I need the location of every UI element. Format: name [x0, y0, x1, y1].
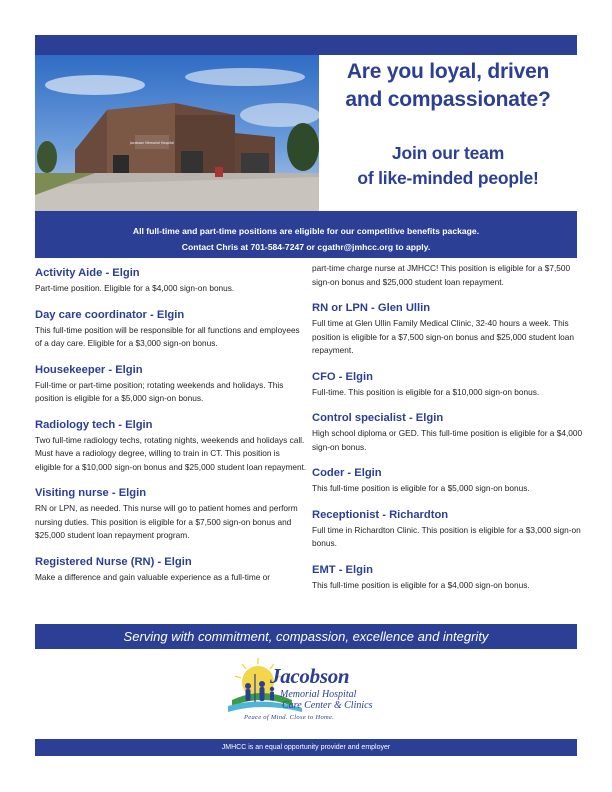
- job-description: Full time in Richardton Clinic. This position is eligible for a $3,000 sign-on bonus.: [312, 524, 581, 548]
- benefits-text: All full-time and part-time positions are eligible for our competitive benefits package.: [132, 226, 480, 236]
- logo-name: Jacobson: [270, 664, 350, 688]
- jacobson-logo: [222, 656, 392, 732]
- contact-text: Contact Chris at 701-584-7247 or cgathr@jmhcc.org to apply.: [181, 242, 431, 252]
- job-description: Full-time or part-time position; rotating weekends and holidays. This position is eligible for a $5,000 sign-on bonus.: [35, 379, 284, 403]
- job-description: Full-time. This position is eligible for a $10,000 sign-on bonus.: [312, 386, 540, 397]
- job-listing: [35, 555, 307, 585]
- benefits-banner: [35, 211, 577, 258]
- top-banner-bar: [35, 35, 577, 55]
- job-title: Registered Nurse (RN) - Elgin: [35, 555, 192, 568]
- job-description: This full-time position is eligible for a $5,000 sign-on bonus.: [312, 483, 530, 493]
- job-listing: [312, 466, 584, 496]
- job-title: Receptionist - Richardton: [312, 508, 449, 521]
- svg-text:Jacobson Memorial Hospital: Jacobson Memorial Hospital: [129, 141, 175, 145]
- job-listing: [312, 563, 584, 593]
- job-description: Full time at Glen Ullin Family Medical Clinic, 32-40 hours a week. This position is eligible for a $7,500 sign-on bonus and $25,000 student loan repayment.: [312, 318, 575, 355]
- headline-line-2: and compassionate?: [345, 88, 551, 111]
- job-listing-continued: [312, 262, 584, 289]
- job-description: part-time charge nurse at JMHCC! This position is eligible for a $7,500 sign-on bonus and $25,000 student loan repayment.: [312, 263, 571, 287]
- job-title: CFO - Elgin: [312, 370, 373, 383]
- job-listing: [312, 301, 584, 358]
- job-description: Make a difference and gain valuable experience as a full-time or: [35, 571, 271, 582]
- job-title: Activity Aide - Elgin: [35, 267, 140, 279]
- job-description: Two full-time radiology techs, rotating nights, weekends and holidays call. Must have a radiology degree, willing to train in CT. This position is eligible for a $10,000 sign-on bonus and $25,000 student loan repayment.: [35, 434, 307, 472]
- slogan-text: Serving with commitment, compassion, excellence and integrity: [123, 629, 489, 644]
- job-listing: [312, 508, 584, 551]
- job-title: Housekeeper - Elgin: [35, 363, 143, 376]
- headline-line-4: of like-minded people!: [357, 168, 539, 188]
- jobs-column-right: [312, 263, 584, 604]
- job-listing: [312, 411, 584, 454]
- hospital-building-photo: [35, 55, 319, 211]
- job-description: This full-time position will be responsible for all functions and employees of a day care. Eligible for a $3,000 sign-on bonus.: [35, 324, 300, 348]
- logo-subtitle-2: Care Center & Clinics: [282, 700, 373, 711]
- job-title: Day care coordinator - Elgin: [35, 308, 185, 321]
- job-listing: [312, 370, 584, 400]
- job-title: Radiology tech - Elgin: [35, 418, 153, 431]
- job-description: High school diploma or GED. This full-time position is eligible for a $4,000 sign-on bonus.: [312, 428, 583, 452]
- job-title: Coder - Elgin: [312, 467, 382, 479]
- slogan-banner: [35, 624, 577, 649]
- job-description: RN or LPN, as needed. This nurse will go to patient homes and perform nursing duties. This position is eligible for a $7,500 sign-on bonus and $25,000 student loan repayment program.: [35, 503, 298, 540]
- job-listing: [35, 308, 307, 351]
- footer-text: JMHCC is an equal opportunity provider and employer: [221, 744, 391, 751]
- job-listing: [35, 363, 307, 406]
- job-listing: [35, 266, 307, 296]
- footer-banner: [35, 739, 577, 756]
- job-listing: [35, 486, 307, 543]
- logo-tagline: Peace of Mind. Close to Home.: [244, 714, 335, 721]
- job-title: RN or LPN - Glen Ullin: [312, 302, 431, 314]
- job-listing: [35, 418, 307, 475]
- job-title: Visiting nurse - Elgin: [35, 487, 147, 499]
- headline-line-3: Join our team: [391, 143, 505, 163]
- headline-line-1: Are you loyal, driven: [346, 60, 550, 83]
- job-title: EMT - Elgin: [312, 563, 373, 576]
- job-description: Part-time position. Eligible for a $4,000 sign-on bonus.: [35, 283, 235, 293]
- job-description: This full-time position is eligible for a $4,000 sign-on bonus.: [312, 579, 530, 590]
- headline-block: [319, 58, 577, 191]
- jobs-column-left: [35, 266, 307, 596]
- logo-subtitle-1: Memorial Hospital: [280, 689, 357, 700]
- job-title: Control specialist - Elgin: [312, 412, 444, 424]
